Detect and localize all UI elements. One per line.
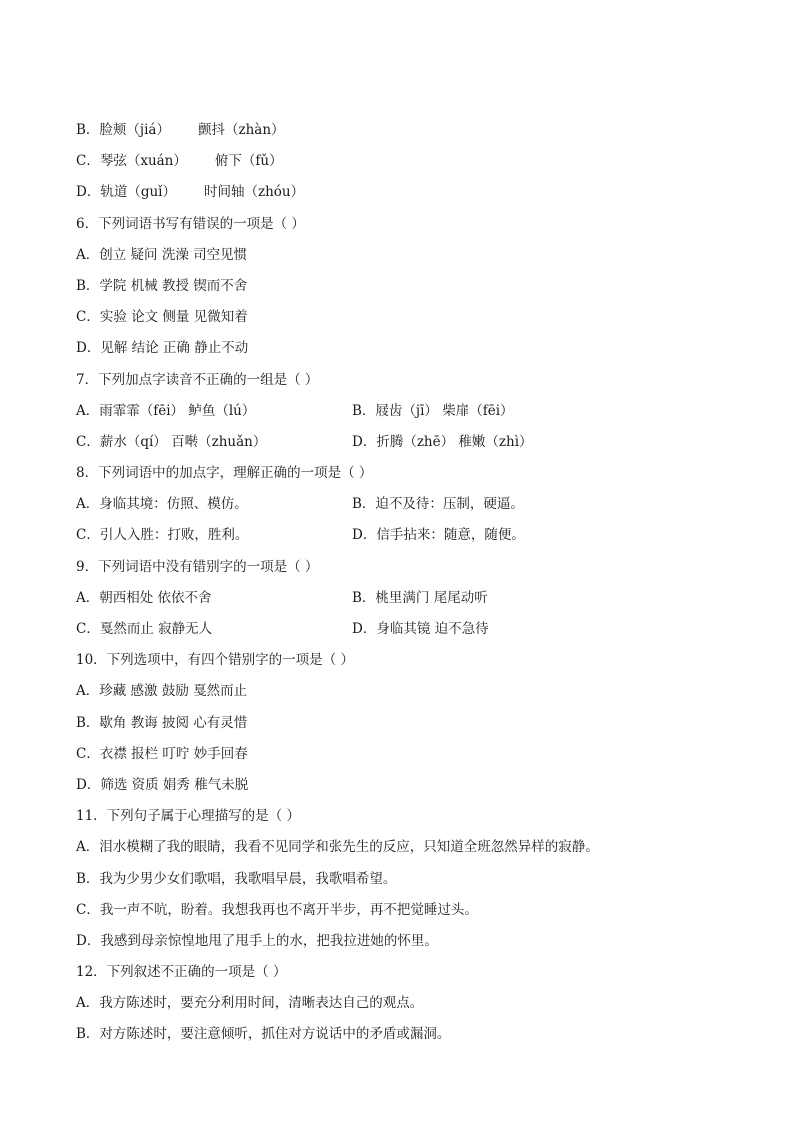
q7-options-cd	[76, 430, 736, 461]
q7-option-b: B．屐齿（jī） 柴扉（fēi）	[352, 402, 514, 419]
q12-option-b: B．对方陈述时，要注意倾听，抓住对方说话中的矛盾或漏洞。	[76, 1026, 451, 1043]
q7-option-d: D．折腾（zhē） 稚嫩（zhì）	[352, 433, 533, 450]
q10-option-c: C．衣襟 报栏 叮咛 妙手回春	[76, 745, 248, 762]
q8-options-ab	[76, 492, 736, 523]
q9-option-c: C．戛然而止 寂静无人	[76, 621, 213, 637]
q8-option-c: C．引人入胜：打败，胜利。	[76, 527, 249, 544]
q9-options-ab	[76, 586, 736, 617]
question-7: 7．下列加点字读音不正确的一组是（ ）	[76, 371, 319, 388]
q11-option-b: B．我为少男少女们歌唱，我歌唱早晨，我歌唱希望。	[76, 870, 397, 887]
q9-option-d: D．身临其镜 迫不急待	[352, 621, 489, 637]
q5-option-b-word1: B．脸颊（jiá）	[76, 122, 170, 138]
question-10: 10．下列选项中，有四个错别字的一项是（ ）	[76, 652, 354, 669]
q8-options-cd	[76, 523, 736, 554]
q7-option-c: C．薪水（qí） 百啭（zhuǎn）	[76, 433, 267, 450]
q6-option-d: D．见解 结论 正确 静止不动	[76, 340, 249, 357]
exam-page	[76, 118, 736, 1054]
q12-option-a: A．我方陈述时，要充分利用时间，清晰表达自己的观点。	[76, 995, 424, 1012]
q6-option-a: A．创立 疑问 洗澡 司空见惯	[76, 246, 248, 263]
q9-options-cd	[76, 617, 736, 648]
q9-option-b: B．桃里满门 尾尾动听	[352, 589, 488, 606]
question-12: 12．下列叙述不正确的一项是（ ）	[76, 964, 287, 981]
question-8: 8．下列词语中的加点字，理解正确的一项是（ ）	[76, 465, 373, 482]
q5-option-b-word2: 颤抖（zhàn）	[197, 122, 285, 138]
q11-option-c: C．我一声不吭，盼着。我想我再也不离开半步，再不把觉睡过头。	[76, 901, 478, 918]
q8-option-d: D．信手拈来：随意，随便。	[352, 527, 525, 544]
q5-option-d-word2: 时间轴（zhóu）	[203, 184, 305, 201]
q10-option-a: A．珍藏 感激 鼓励 戛然而止	[76, 683, 248, 700]
q11-option-d: D．我感到母亲惊惶地甩了甩手上的水，把我拉进她的怀里。	[76, 932, 438, 949]
q10-option-d: D．筛选 资质 娟秀 稚气未脱	[76, 776, 249, 793]
q10-option-b: B．歇角 教诲 披阅 心有灵惜	[76, 714, 248, 731]
question-11: 11．下列句子属于心理描写的是（ ）	[76, 808, 300, 825]
question-6: 6．下列词语书写有错误的一项是（ ）	[76, 215, 305, 232]
q5-option-c-word2: 俯下（fǔ）	[214, 153, 283, 170]
q6-option-b: B．学院 机械 教授 锲而不舍	[76, 277, 248, 294]
q9-option-a: A．朝西相处 依依不舍	[76, 589, 212, 606]
q8-option-b: B．迫不及待：压制，硬逼。	[352, 496, 524, 513]
q5-option-b	[76, 118, 736, 149]
q7-options-ab	[76, 399, 736, 430]
q5-option-c	[76, 149, 736, 180]
q11-option-a: A．泪水模糊了我的眼睛，我看不见同学和张先生的反应，只知道全班忽然异样的寂静。	[76, 839, 599, 856]
q7-option-a: A．雨霏霏（fēi） 鲈鱼（lú）	[76, 402, 256, 419]
q5-option-c-word1: C．琴弦（xuán）	[76, 153, 187, 170]
q8-option-a: A．身临其境：仿照、模仿。	[76, 496, 248, 513]
q6-option-c: C．实验 论文 侧量 见微知着	[76, 309, 248, 326]
question-9: 9．下列词语中没有错别字的一项是（ ）	[76, 558, 319, 575]
q5-option-d	[76, 180, 736, 211]
q5-option-d-word1: D．轨道（guǐ）	[76, 184, 176, 201]
